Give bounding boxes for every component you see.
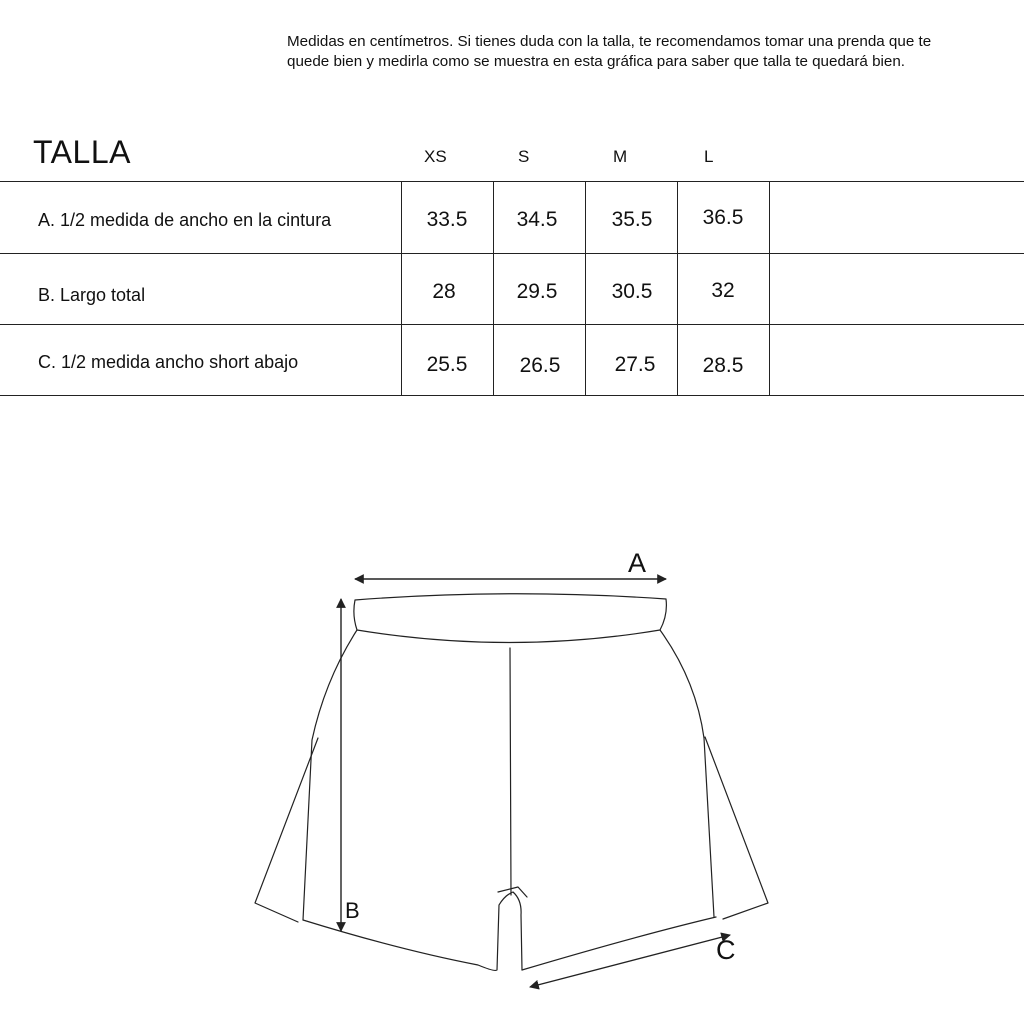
table-cell: 34.5 <box>516 208 558 231</box>
measurement-arrows <box>341 579 730 987</box>
row-label-hem: C. 1/2 medida ancho short abajo <box>38 352 299 372</box>
row-label-length: B. Largo total <box>38 285 146 305</box>
size-header-xs: XS <box>424 147 447 166</box>
label-b: B <box>345 898 360 923</box>
shorts-outline <box>255 594 768 971</box>
size-header-m: M <box>613 147 628 166</box>
label-a: A <box>628 548 647 578</box>
size-header-s: S <box>518 147 530 166</box>
table-cell: 36.5 <box>702 206 744 229</box>
table-cell: 26.5 <box>519 354 561 377</box>
table-cell: 25.5 <box>426 353 468 376</box>
table-cell: 28.5 <box>702 354 744 377</box>
table-cell: 29.5 <box>516 280 558 303</box>
table-cell: 27.5 <box>614 353 656 376</box>
row-label-waist: A. 1/2 medida de ancho en la cintura <box>38 210 332 230</box>
note-line-1: Medidas en centímetros. Si tienes duda con la talla, te recomendamos tomar una prenda que te <box>287 33 932 50</box>
arrow-c <box>530 935 730 987</box>
size-header-l: L <box>704 147 714 166</box>
note-line-2: quede bien y medirla como se muestra en esta gráfica para saber que talla te quedará bien. <box>287 53 906 70</box>
size-table-title: TALLA <box>33 134 131 170</box>
table-cell: 28 <box>432 280 456 303</box>
table-cell: 35.5 <box>611 208 653 231</box>
table-cell: 33.5 <box>426 208 468 231</box>
label-c: C <box>716 935 736 965</box>
table-cell: 30.5 <box>611 280 653 303</box>
table-cell: 32 <box>711 279 735 302</box>
